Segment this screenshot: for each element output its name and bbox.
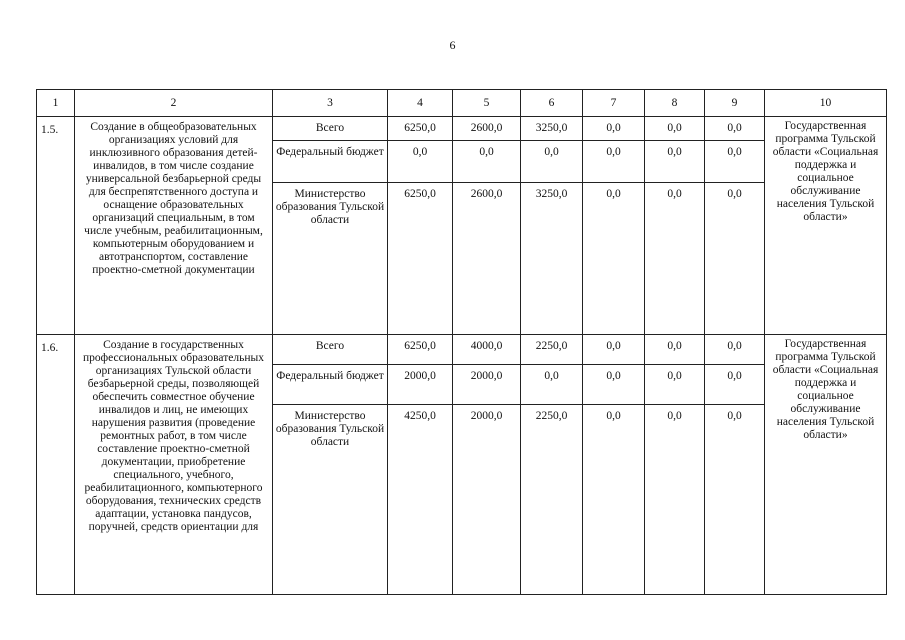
row-number: 1.5. bbox=[37, 117, 75, 335]
col-header: 10 bbox=[765, 90, 887, 117]
col-header: 5 bbox=[453, 90, 521, 117]
row-number: 1.6. bbox=[37, 335, 75, 595]
program-name: Государственная программа Тульской области «Социальная поддержка и социальное обслуживание населения Тульской области» bbox=[765, 117, 887, 335]
program-table bbox=[36, 89, 887, 595]
col-header: 6 bbox=[521, 90, 583, 117]
value-cell: 4000,0 bbox=[453, 335, 521, 365]
value-cell: 3250,0 bbox=[521, 117, 583, 141]
funding-source: Всего bbox=[273, 117, 388, 141]
value-cell: 0,0 bbox=[583, 117, 645, 141]
value-cell: 2000,0 bbox=[453, 365, 521, 405]
value-cell: 0,0 bbox=[583, 183, 645, 335]
value-cell: 0,0 bbox=[583, 335, 645, 365]
value-cell: 0,0 bbox=[645, 365, 705, 405]
value-cell: 6250,0 bbox=[388, 335, 453, 365]
value-cell: 2250,0 bbox=[521, 335, 583, 365]
value-cell: 0,0 bbox=[583, 405, 645, 595]
value-cell: 6250,0 bbox=[388, 117, 453, 141]
value-cell: 2600,0 bbox=[453, 117, 521, 141]
value-cell: 2000,0 bbox=[453, 405, 521, 595]
funding-source: Федеральный бюджет bbox=[273, 365, 388, 405]
value-cell: 2250,0 bbox=[521, 405, 583, 595]
value-cell: 0,0 bbox=[645, 335, 705, 365]
value-cell: 0,0 bbox=[388, 141, 453, 183]
value-cell: 6250,0 bbox=[388, 183, 453, 335]
page-number: 6 bbox=[449, 38, 456, 52]
value-cell: 0,0 bbox=[705, 117, 765, 141]
value-cell: 0,0 bbox=[645, 117, 705, 141]
col-header: 4 bbox=[388, 90, 453, 117]
funding-source: Министерство образования Тульской области bbox=[273, 405, 388, 595]
value-cell: 3250,0 bbox=[521, 183, 583, 335]
value-cell: 4250,0 bbox=[388, 405, 453, 595]
value-cell: 0,0 bbox=[583, 141, 645, 183]
value-cell: 0,0 bbox=[645, 141, 705, 183]
col-header: 2 bbox=[75, 90, 273, 117]
value-cell: 0,0 bbox=[645, 405, 705, 595]
table-row bbox=[37, 117, 887, 141]
row-description: Создание в общеобразовательных организациях условий для инклюзивного образования детей-инвалидов, в том числе создание универсальной безбарьерной среды для беспрепятственного доступа и оснащение образовательных организаций специальным, в том числе учебным, реабилитационным, компьютерным оборудованием и автотранспортом, составление проектно-сметной документации bbox=[75, 117, 273, 335]
row-description: Создание в государственных профессиональных образовательных организациях Тульской области безбарьерной среды, позволяющей обеспечить совместное обучение инвалидов и лиц, не имеющих нарушения развития (проведение ремонтных работ, в том числе составление проектно-сметной документации, приобретение специального, учебного, реабилитационного, компьютерного оборудования, технических средств адаптации, установка пандусов, поручней, средств ориентации для bbox=[75, 335, 273, 595]
value-cell: 0,0 bbox=[453, 141, 521, 183]
value-cell: 0,0 bbox=[705, 141, 765, 183]
value-cell: 2600,0 bbox=[453, 183, 521, 335]
value-cell: 2000,0 bbox=[388, 365, 453, 405]
col-header: 8 bbox=[645, 90, 705, 117]
program-name: Государственная программа Тульской области «Социальная поддержка и социальное обслуживание населения Тульской области» bbox=[765, 335, 887, 595]
col-header: 1 bbox=[37, 90, 75, 117]
funding-source: Министерство образования Тульской области bbox=[273, 183, 388, 335]
value-cell: 0,0 bbox=[583, 365, 645, 405]
value-cell: 0,0 bbox=[645, 183, 705, 335]
value-cell: 0,0 bbox=[705, 365, 765, 405]
header-row bbox=[37, 90, 887, 117]
col-header: 7 bbox=[583, 90, 645, 117]
value-cell: 0,0 bbox=[521, 141, 583, 183]
value-cell: 0,0 bbox=[705, 335, 765, 365]
funding-source: Федеральный бюджет bbox=[273, 141, 388, 183]
table-row bbox=[37, 335, 887, 365]
funding-source: Всего bbox=[273, 335, 388, 365]
col-header: 3 bbox=[273, 90, 388, 117]
value-cell: 0,0 bbox=[705, 183, 765, 335]
value-cell: 0,0 bbox=[705, 405, 765, 595]
col-header: 9 bbox=[705, 90, 765, 117]
value-cell: 0,0 bbox=[521, 365, 583, 405]
